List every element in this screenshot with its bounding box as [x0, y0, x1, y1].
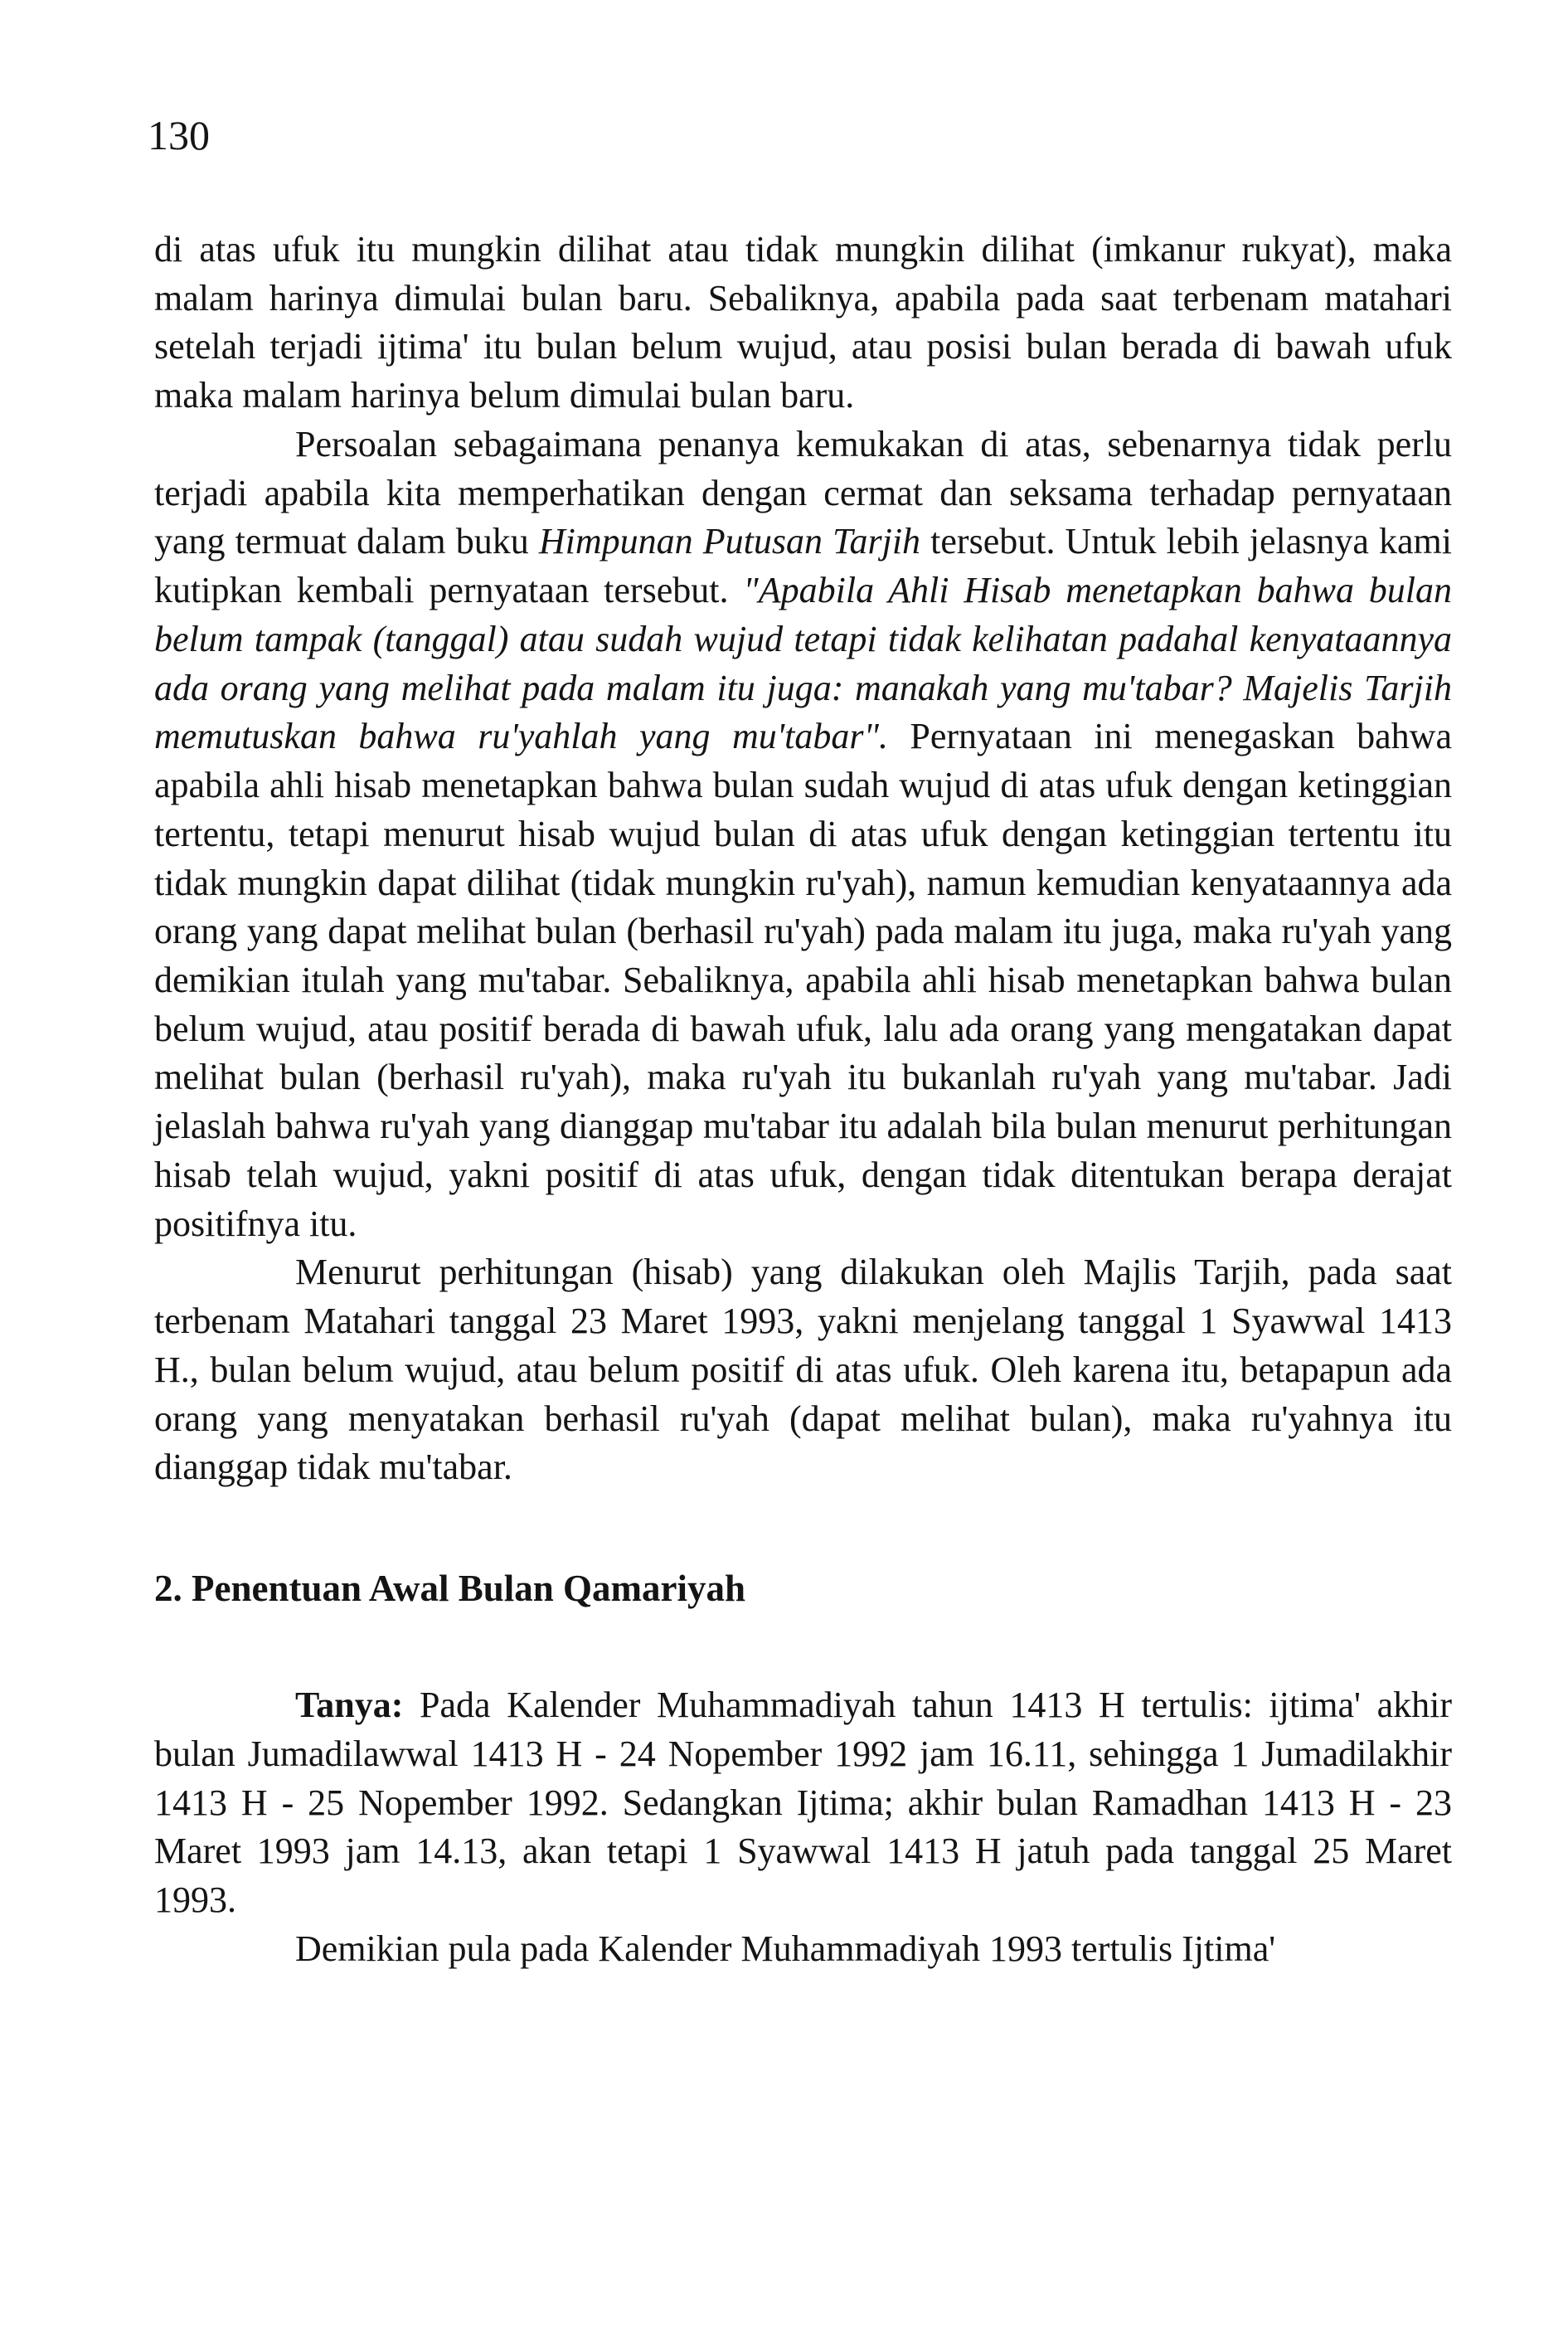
question-text: Pada Kalender Muhammadiyah tahun 1413 H tertulis: ijtima' akhir bulan Jumadilawwal 1413 H - 24 Nopember 1992 jam 16.11, sehingga 1 Jumadilakhir 1413 H - 25 Nopember 1992. Sedangkan Ijtima; akhir bulan Ramadhan 1413 H - 23 Maret 1993 jam 14.13, akan tetapi 1 Syawwal 1413 H jatuh pada tanggal 25 Maret 1993. — [154, 1685, 1452, 1921]
section-heading: 2. Penentuan Awal Bulan Qamariyah — [154, 1568, 746, 1610]
body-text — [154, 226, 1452, 1974]
page-number: 130 — [148, 112, 210, 158]
tarjih-quote: "Apabila Ahli Hisab menetapkan bahwa bulan belum tampak (tanggal) atau sudah wujud tetapi tidak kelihatan padahal kenyataannya ada orang yang melihat pada malam itu juga: manakah yang mu'tabar? Majelis Tarjih memutuskan bahwa ru'yahlah yang mu'tabar". — [154, 570, 1452, 757]
paragraph-persoalan-rest: Pernyataan ini menegaskan bahwa apabila ahli hisab menetapkan bahwa bulan sudah wujud di atas ufuk dengan ketinggian tertentu, tetapi menurut hisab wujud bulan di atas ufuk dengan ketinggian tertentu itu tidak mungkin dapat dilihat (tidak mungkin ru'yah), namun kemudian kenyataannya ada orang yang dapat melihat bulan (berhasil ru'yah) pada malam itu juga, maka ru'yah yang demikian itulah yang mu'tabar. Sebaliknya, apabila ahli hisab menetapkan bahwa bulan belum wujud, atau positif berada di bawah ufuk, lalu ada orang yang mengatakan dapat melihat bulan (berhasil ru'yah), maka ru'yah itu bukanlah ru'yah yang mu'tabar. Jadi jelaslah bahwa ru'yah yang dianggap mu'tabar itu adalah bila bulan menurut perhitungan hisab telah wujud, yakni positif di atas ufuk, dengan tidak ditentukan berapa derajat positifnya itu. — [154, 716, 1452, 1244]
paragraph-demikian: Demikian pula pada Kalender Muhammadiyah 1993 tertulis Ijtima' — [295, 1928, 1276, 1969]
paragraph-menurut: Menurut perhitungan (hisab) yang dilakukan oleh Majlis Tarjih, pada saat terbenam Matahari tanggal 23 Maret 1993, yakni menjelang tanggal 1 Syawwal 1413 H., bulan belum wujud, atau belum positif di atas ufuk. Oleh karena itu, betapapun ada orang yang menyatakan berhasil ru'yah (dapat melihat bulan), maka ru'yahnya itu dianggap tidak mu'tabar. — [154, 1252, 1452, 1488]
paragraph-persoalan — [154, 421, 1452, 1248]
book-title: Himpunan Putusan Tarjih — [538, 521, 921, 562]
paragraph-persoalan-start: Persoalan sebagaimana penanya kemukakan di atas, sebenarnya tidak perlu terjadi apabila kita memperhatikan dengan cermat dan seksama terhadap pernyataan yang termuat dalam buku — [154, 423, 1452, 562]
question-paragraph — [154, 1681, 1452, 1925]
paragraph-persoalan-end: tersebut. Untuk lebih jelasnya kami kutipkan kembali pernyataan tersebut. — [154, 521, 1452, 611]
paragraph-continuation: di atas ufuk itu mungkin dilihat atau tidak mungkin dilihat (imkanur rukyat), maka malam harinya dimulai bulan baru. Sebaliknya, apabila pada saat terbenam matahari setelah terjadi ijtima' itu bulan belum wujud, atau posisi bulan berada di bawah ufuk maka malam harinya belum dimulai bulan baru. — [154, 229, 1452, 416]
question-label: Tanya: — [295, 1685, 404, 1726]
